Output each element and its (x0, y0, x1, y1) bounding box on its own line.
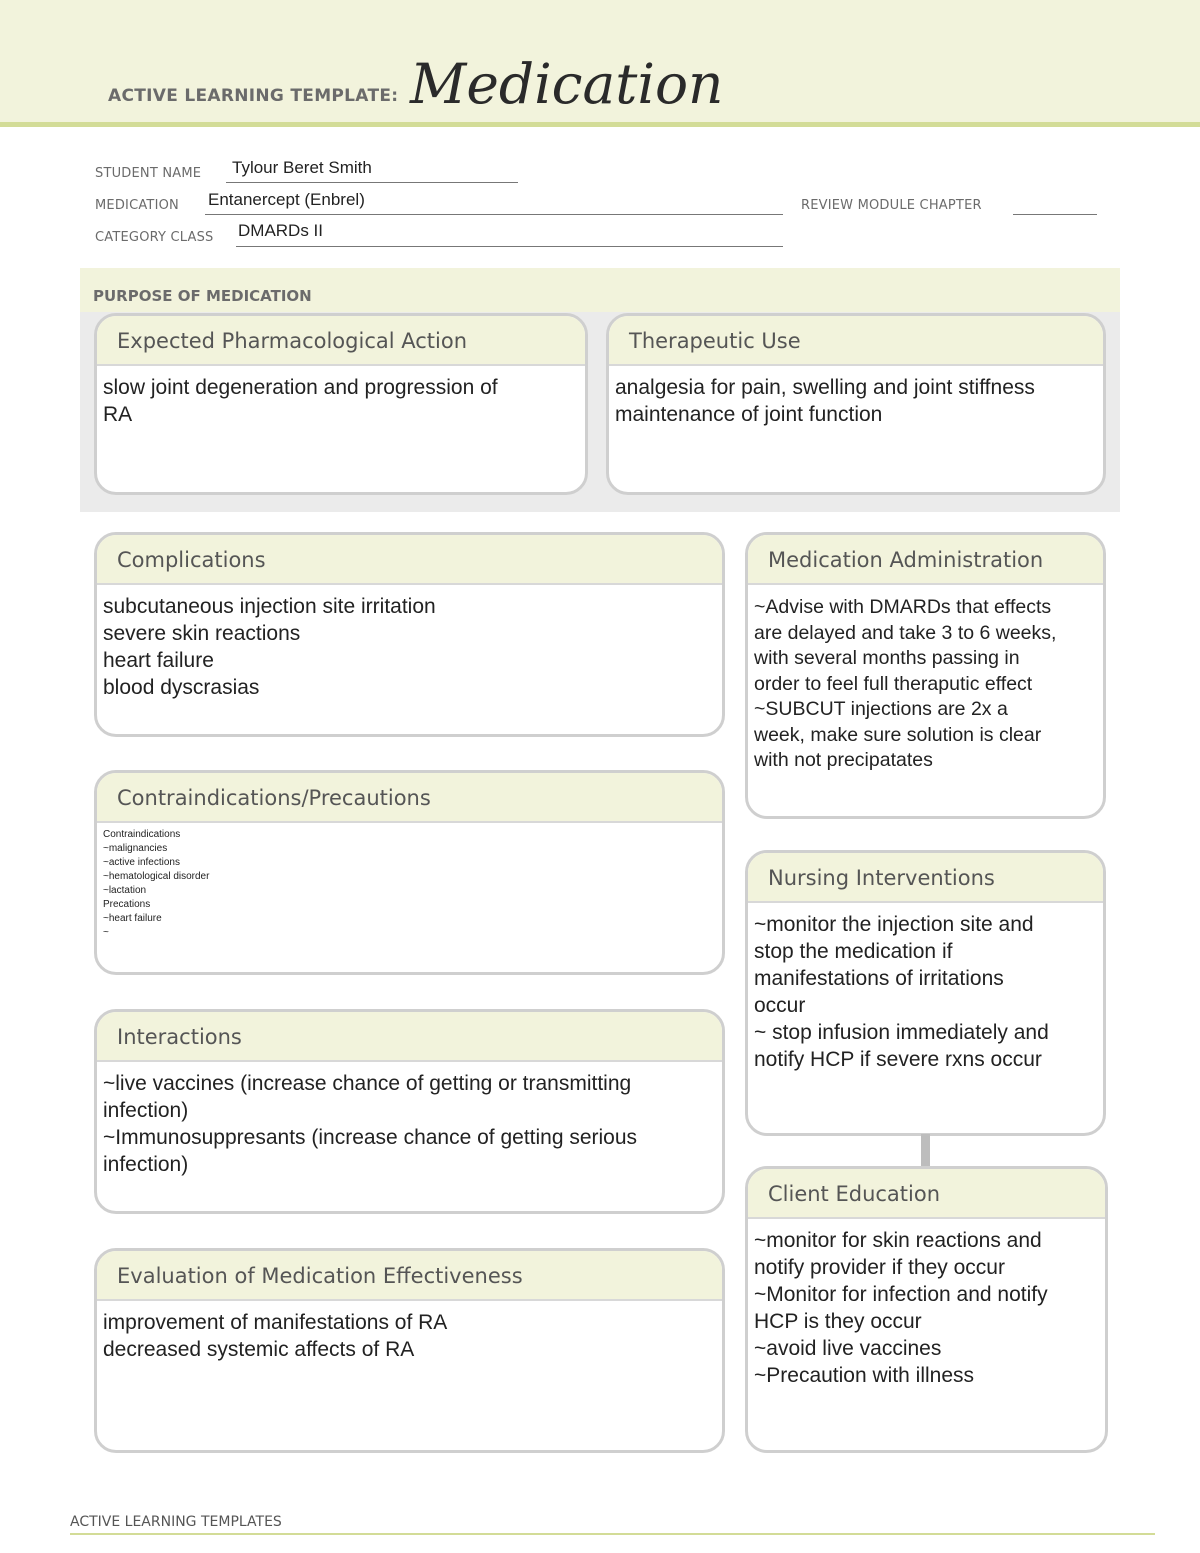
client-education-body[interactable] (748, 1219, 1105, 1389)
category-class-line (236, 246, 783, 247)
expected-action-title: Expected Pharmacological Action (97, 316, 585, 366)
text-line: Precations (103, 899, 151, 910)
text-line: ~SUBCUT injections are 2x a (754, 698, 1008, 720)
text-line: notify provider if they occur (754, 1256, 1005, 1279)
contraindications-body[interactable] (97, 823, 722, 940)
interactions-card (94, 1009, 725, 1214)
text-line: ~avoid live vaccines (754, 1337, 942, 1360)
evaluation-card (94, 1248, 725, 1453)
header-rule (0, 122, 1200, 127)
therapeutic-use-body[interactable] (609, 366, 1103, 428)
text-line: with several months passing in (754, 647, 1020, 669)
text-line: infection) (103, 1153, 189, 1176)
interactions-body[interactable] (97, 1062, 722, 1178)
page-title: Medication (410, 52, 724, 116)
therapeutic-use-title: Therapeutic Use (609, 316, 1103, 366)
text-line: ~monitor the injection site and (754, 913, 1034, 936)
review-module-label: REVIEW MODULE CHAPTER (801, 198, 982, 213)
category-class-label: CATEGORY CLASS (95, 230, 214, 245)
client-education-title: Client Education (748, 1169, 1105, 1219)
text-line: ~ stop infusion immediately and (754, 1021, 1049, 1044)
medication-field[interactable]: Entanercept (Enbrel) (208, 190, 365, 209)
text-line: Contraindications (103, 829, 181, 840)
text-line: ~live vaccines (increase chance of getting or transmitting (103, 1072, 632, 1095)
text-line: infection) (103, 1099, 189, 1122)
text-line: analgesia for pain, swelling and joint stiffness (615, 376, 1035, 399)
footer-rule (70, 1533, 1155, 1535)
text-line: ~Monitor for infection and notify (754, 1283, 1048, 1306)
text-line: severe skin reactions (103, 622, 301, 645)
nursing-interventions-body[interactable] (748, 903, 1103, 1073)
text-line: slow joint degeneration and progression of (103, 376, 498, 399)
student-name-line (226, 182, 518, 183)
medication-line (205, 214, 783, 215)
text-line: blood dyscrasias (103, 676, 260, 699)
text-line: ~monitor for skin reactions and (754, 1229, 1042, 1252)
complications-title: Complications (97, 535, 722, 585)
text-line: improvement of manifestations of RA (103, 1311, 448, 1334)
text-line: order to feel full theraputic effect (754, 672, 1033, 695)
text-line: with not precipatates (754, 749, 933, 771)
evaluation-body[interactable] (97, 1301, 722, 1363)
text-line: ~malignancies (103, 843, 168, 854)
therapeutic-use-card (606, 313, 1106, 495)
medication-label: MEDICATION (95, 198, 179, 213)
text-line: notify HCP if severe rxns occur (754, 1048, 1042, 1071)
complications-card (94, 532, 725, 737)
text-line: HCP is they occur (754, 1310, 922, 1333)
expected-action-card (94, 313, 588, 495)
category-class-field[interactable]: DMARDs II (238, 221, 323, 240)
text-line: heart failure (103, 649, 214, 672)
client-education-card (745, 1166, 1108, 1453)
text-line: ~heart failure (103, 913, 162, 924)
expected-action-body[interactable] (97, 366, 585, 428)
text-line: ~Immunosuppresants (increase chance of getting serious (103, 1126, 638, 1149)
nursing-interventions-card (745, 850, 1106, 1136)
student-name-label: STUDENT NAME (95, 166, 202, 181)
text-line: are delayed and take 3 to 6 weeks, (754, 621, 1057, 644)
text-line: ~hematological disorder (103, 871, 210, 882)
contraindications-card (94, 770, 725, 975)
complications-body[interactable] (97, 585, 722, 701)
text-line: stop the medication if (754, 940, 953, 963)
contraindications-title: Contraindications/Precautions (97, 773, 722, 823)
text-line: manifestations of irritations (754, 967, 1004, 990)
review-module-line (1013, 214, 1097, 215)
nursing-interventions-title: Nursing Interventions (748, 853, 1103, 903)
student-name-field[interactable]: Tylour Beret Smith (232, 158, 372, 177)
text-line: decreased systemic affects of RA (103, 1338, 415, 1361)
text-line: ~active infections (103, 857, 180, 868)
text-line: week, make sure solution is clear (754, 723, 1042, 746)
text-line: ~lactation (103, 885, 147, 896)
text-line: ~Precaution with illness (754, 1364, 975, 1387)
interactions-title: Interactions (97, 1012, 722, 1062)
text-line: RA (103, 403, 133, 426)
text-line: maintenance of joint function (615, 403, 883, 426)
card-connector (921, 1134, 930, 1166)
text-line: occur (754, 994, 806, 1017)
purpose-label: PURPOSE OF MEDICATION (93, 287, 312, 305)
footer-label: ACTIVE LEARNING TEMPLATES (70, 1514, 282, 1530)
template-label: ACTIVE LEARNING TEMPLATE: (108, 86, 399, 106)
text-line: ~Advise with DMARDs that effects (754, 596, 1052, 618)
medication-administration-card (745, 532, 1106, 819)
evaluation-title: Evaluation of Medication Effectiveness (97, 1251, 722, 1301)
text-line: ~ (103, 927, 109, 938)
text-line: subcutaneous injection site irritation (103, 595, 436, 618)
medication-administration-title: Medication Administration (748, 535, 1103, 585)
medication-administration-body[interactable] (748, 585, 1103, 774)
